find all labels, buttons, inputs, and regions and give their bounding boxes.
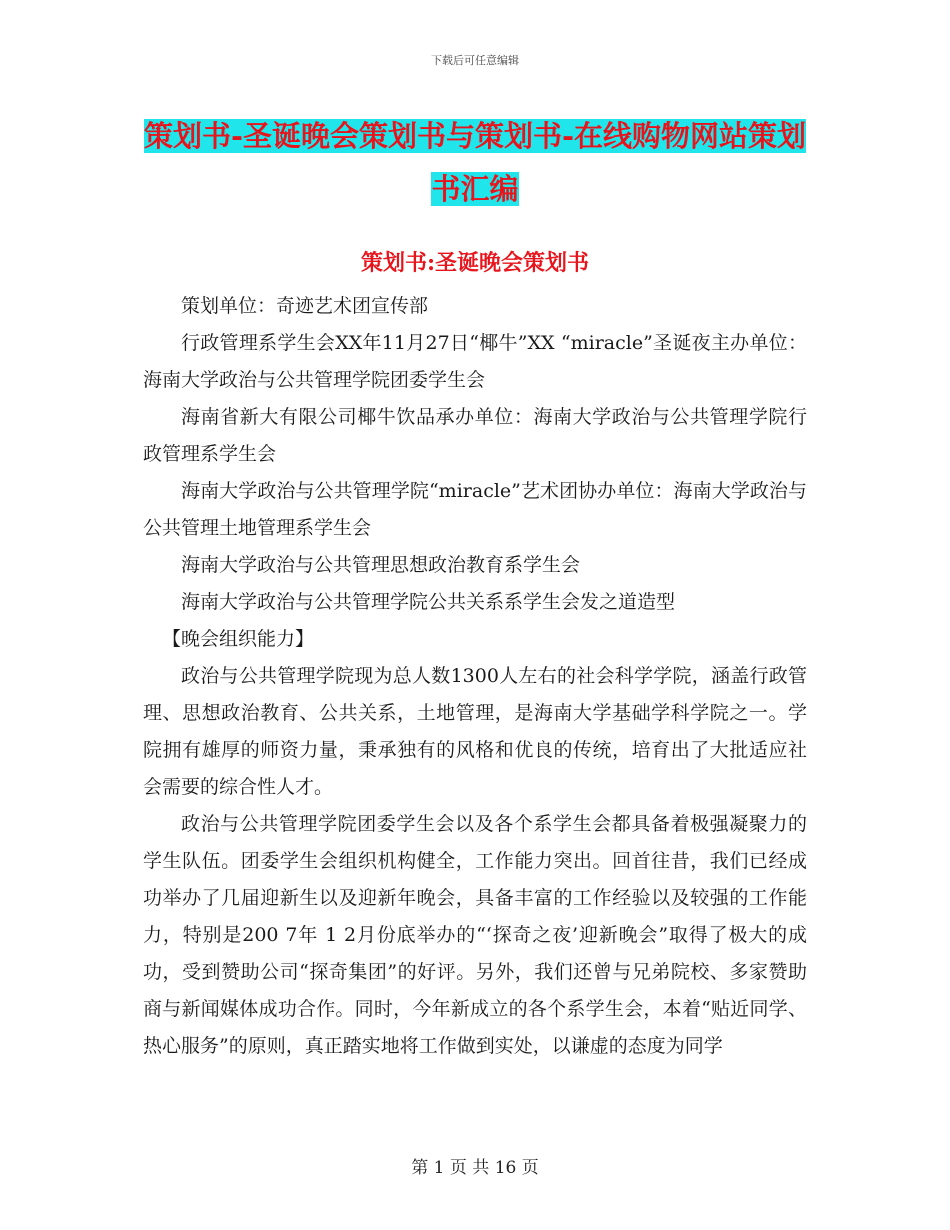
subheading: 【晚会组织能力】 <box>162 628 315 650</box>
paragraph: 海南大学政治与公共管理学院“miracle”艺术团协办单位：海南大学政治与公共管理土地管理系学生会 <box>143 480 807 539</box>
paragraph: 行政管理系学生会XX年11月27日“椰牛”XX “miracle”圣诞夜主办单位：海南大学政治与公共管理学院团委学生会 <box>143 332 807 391</box>
paragraph: 海南省新大有限公司椰牛饮品承办单位：海南大学政治与公共管理学院行政管理系学生会 <box>143 406 807 465</box>
page-footer: 第 1 页 共 16 页 <box>411 1158 539 1178</box>
page-header: 下载后可任意编辑 <box>431 54 519 67</box>
paragraph: 政治与公共管理学院现为总人数1300人左右的社会科学学院，涵盖行政管理、思想政治教育、公共关系，土地管理，是海南大学基础学科学院之一。学院拥有雄厚的师资力量，秉承独有的风格和优良的传统，培育出了大批适应社会需要的综合性人才。 <box>143 665 807 798</box>
document-title <box>140 110 810 216</box>
document-title-text: 策划书-圣诞晚会策划书与策划书-在线购物网站策划书汇编 <box>143 119 807 206</box>
document-body <box>143 288 807 1065</box>
paragraph: 策划单位：奇迹艺术团宣传部 <box>181 295 429 317</box>
paragraph: 海南大学政治与公共管理学院公共关系系学生会发之道造型 <box>181 591 676 613</box>
paragraph: 海南大学政治与公共管理思想政治教育系学生会 <box>181 554 581 576</box>
section-title: 策划书:圣诞晚会策划书 <box>360 250 590 276</box>
paragraph: 政治与公共管理学院团委学生会以及各个系学生会都具备着极强凝聚力的学生队伍。团委学生会组织机构健全，工作能力突出。回首往昔，我们已经成功举办了几届迎新生以及迎新年晚会，具备丰富的工作经验以及较强的工作能力，特别是200 7年 1 2月份底举办的“‘探奇之夜’迎新晚会”取得了极大的成功，受到赞助公司“探奇集团”的好评。另外，我们还曾与兄弟院校、多家赞助商与新闻媒体成功合作。同时，今年新成立的各个系学生会，本着“贴近同学、热心服务”的原则，真正踏实地将工作做到实处，以谦虚的态度为同学 <box>143 813 807 1057</box>
